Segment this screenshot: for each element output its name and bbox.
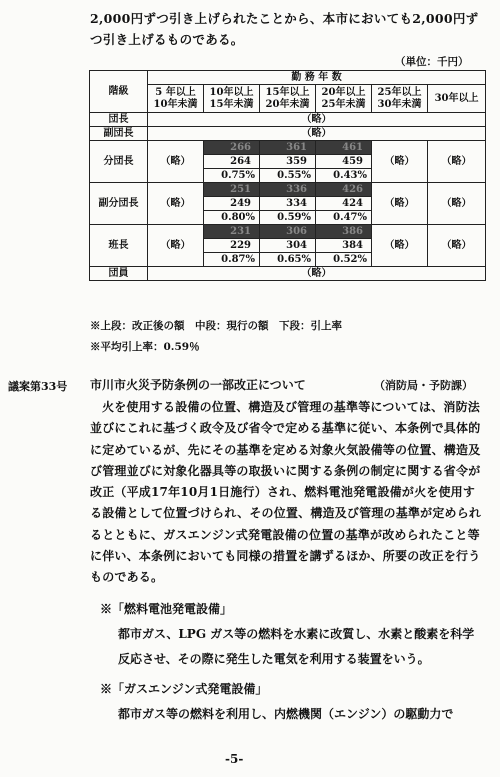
new-amount-cell: 231 — [204, 225, 260, 239]
new-amount-cell: 426 — [316, 183, 372, 197]
omitted-cell: （略） — [148, 127, 486, 141]
rate-cell: 0.47% — [316, 211, 372, 225]
new-amount-cell: 361 — [260, 141, 316, 155]
row-label-danin: 団員 — [90, 267, 148, 281]
current-amount-cell: 424 — [316, 197, 372, 211]
rate-cell: 0.52% — [316, 253, 372, 267]
current-amount-cell: 264 — [204, 155, 260, 169]
col-header: 20年以上 25年未満 — [316, 85, 372, 113]
new-amount-cell: 336 — [260, 183, 316, 197]
intro-paragraph: 2,000円ずつ引き上げられたことから、本市においても2,000円ずつ引き上げるものである。 — [90, 11, 479, 47]
rank-header: 階級 — [90, 71, 148, 113]
new-amount-cell: 306 — [260, 225, 316, 239]
omitted-cell: （略） — [148, 113, 486, 127]
rate-cell: 0.87% — [204, 253, 260, 267]
current-amount-cell: 249 — [204, 197, 260, 211]
row-label-fukubundancho: 副分団長 — [90, 183, 148, 225]
bill-body: 火を使用する設備の位置、構造及び管理の基準等については、消防法並びにこれに基づく政令及び省令で定める基準に従い、本条例で具体的に定めているが、先にその基準を定める対象火気設備等の位置、構造及び管理並びに対象化器具等の取扱いに関する条例の制定に関する省令が改正（平成17年10月1日施行）され、燃料電池発電設備が火を使用する設備として位置づけられ、その位置、構造及び管理の基準が定められるとともに、ガスエンジン式発電設備の位置の基準が改められたこと等に伴い、本条例においても同様の措置を講ずるほか、所要の改正を行うものである。 — [90, 400, 482, 585]
omitted-cell: （略） — [428, 225, 486, 267]
omitted-cell: （略） — [372, 225, 428, 267]
definition-body: 都市ガス、LPG ガス等の燃料を水素に改質し、水素と酸素を科学反応させ、その際に発生した電気を利用する装置をいう。 — [118, 627, 475, 666]
col-header: 5 年以上 10年未満 — [148, 85, 204, 113]
current-amount-cell: 384 — [316, 239, 372, 253]
definition-title: ※「ガスエンジン式発電設備」 — [100, 682, 268, 696]
current-amount-cell: 359 — [260, 155, 316, 169]
note-line: ※上段：改正後の額 中段：現行の額 下段：引上率 — [90, 320, 342, 332]
omitted-cell: （略） — [148, 267, 486, 281]
new-amount-cell: 386 — [316, 225, 372, 239]
omitted-cell: （略） — [148, 225, 204, 267]
col-header: 30年以上 — [428, 85, 486, 113]
bill-number: 議案第33号 — [8, 380, 68, 393]
current-amount-cell: 334 — [260, 197, 316, 211]
definition-body: 都市ガス等の燃料を利用し、内燃機関（エンジン）の駆動力で — [118, 707, 454, 721]
rate-cell: 0.43% — [316, 169, 372, 183]
row-label-dancho: 団長 — [90, 113, 148, 127]
current-amount-cell: 229 — [204, 239, 260, 253]
omitted-cell: （略） — [428, 141, 486, 183]
allowance-table — [89, 70, 486, 281]
rate-cell: 0.80% — [204, 211, 260, 225]
omitted-cell: （略） — [372, 183, 428, 225]
table-notes — [90, 316, 342, 358]
current-amount-cell: 459 — [316, 155, 372, 169]
definition-title: ※「燃料電池発電設備」 — [100, 602, 233, 616]
page-number: -5- — [225, 752, 244, 766]
current-amount-cell: 304 — [260, 239, 316, 253]
rate-cell: 0.65% — [260, 253, 316, 267]
bill-title: 市川市火災予防条例の一部改正について — [90, 378, 306, 392]
row-label-fukudancho: 副団長 — [90, 127, 148, 141]
years-header: 勤 務 年 数 — [148, 71, 486, 85]
row-label-bundancho: 分団長 — [90, 141, 148, 183]
new-amount-cell: 266 — [204, 141, 260, 155]
omitted-cell: （略） — [148, 183, 204, 225]
rate-cell: 0.55% — [260, 169, 316, 183]
omitted-cell: （略） — [148, 141, 204, 183]
new-amount-cell: 461 — [316, 141, 372, 155]
rate-cell: 0.75% — [204, 169, 260, 183]
col-header: 25年以上 30年未満 — [372, 85, 428, 113]
note-line: ※平均引上率：0.59％ — [90, 341, 200, 353]
new-amount-cell: 251 — [204, 183, 260, 197]
rate-cell: 0.59% — [260, 211, 316, 225]
col-header: 15年以上 20年未満 — [260, 85, 316, 113]
omitted-cell: （略） — [372, 141, 428, 183]
row-label-hancho: 班長 — [90, 225, 148, 267]
department-label: （消防局・予防課） — [374, 379, 473, 392]
col-header: 10年以上 15年未満 — [204, 85, 260, 113]
unit-label: （単位：千円） — [395, 56, 469, 68]
omitted-cell: （略） — [428, 183, 486, 225]
